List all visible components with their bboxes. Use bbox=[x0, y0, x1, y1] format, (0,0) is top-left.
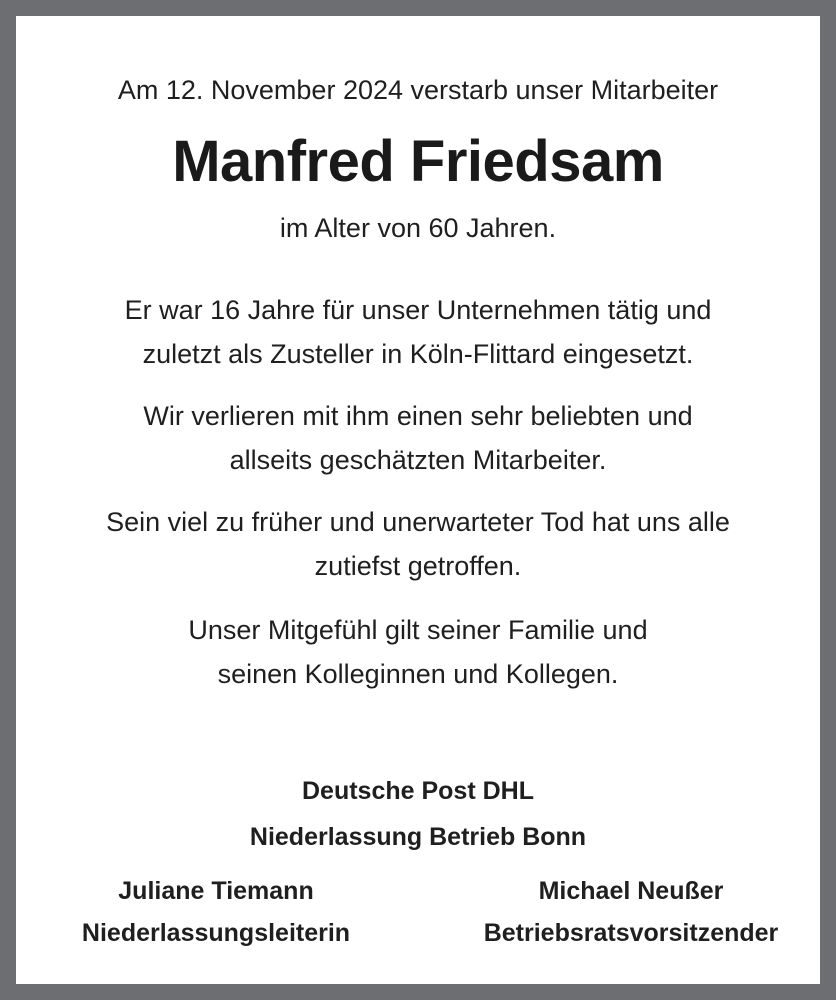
paragraph-condolence bbox=[32, 608, 804, 696]
paragraph-line: allseits geschätzten Mitarbeiter. bbox=[229, 445, 607, 475]
paragraph-loss bbox=[32, 394, 804, 482]
paragraph-line: Sein viel zu früher und unerwarteter Tod hat uns alle bbox=[106, 507, 730, 537]
paragraph-death bbox=[32, 500, 804, 588]
company-branch: Niederlassung Betrieb Bonn bbox=[249, 823, 587, 851]
signatory-name: Michael Neußer bbox=[538, 877, 724, 905]
paragraph-line: zuletzt als Zusteller in Köln-Flittard eingesetzt. bbox=[142, 339, 694, 369]
intro-text: Am 12. November 2024 verstarb unser Mitarbeiter bbox=[117, 75, 719, 105]
paragraph-line: Wir verlieren mit ihm einen sehr beliebten und bbox=[143, 401, 693, 431]
signatory-role: Betriebsratsvorsitzender bbox=[483, 919, 779, 947]
paragraph-line: Er war 16 Jahre für unser Unternehmen tätig und bbox=[124, 295, 712, 325]
deceased-name: Manfred Friedsam bbox=[172, 129, 664, 194]
company-block bbox=[32, 768, 804, 860]
company-name: Deutsche Post DHL bbox=[302, 777, 534, 805]
paragraph-line: seinen Kolleginnen und Kollegen. bbox=[217, 659, 619, 689]
paragraph-tenure bbox=[32, 288, 804, 376]
paragraph-line: Unser Mitgefühl gilt seiner Familie und bbox=[188, 615, 648, 645]
signatory-role: Niederlassungsleiterin bbox=[81, 919, 351, 947]
signatory-right bbox=[456, 870, 806, 954]
signatory-left bbox=[56, 870, 376, 954]
age-text: im Alter von 60 Jahren. bbox=[279, 213, 557, 243]
paragraph-line: zutiefst getroffen. bbox=[314, 551, 522, 581]
signatory-name: Juliane Tiemann bbox=[118, 877, 314, 905]
